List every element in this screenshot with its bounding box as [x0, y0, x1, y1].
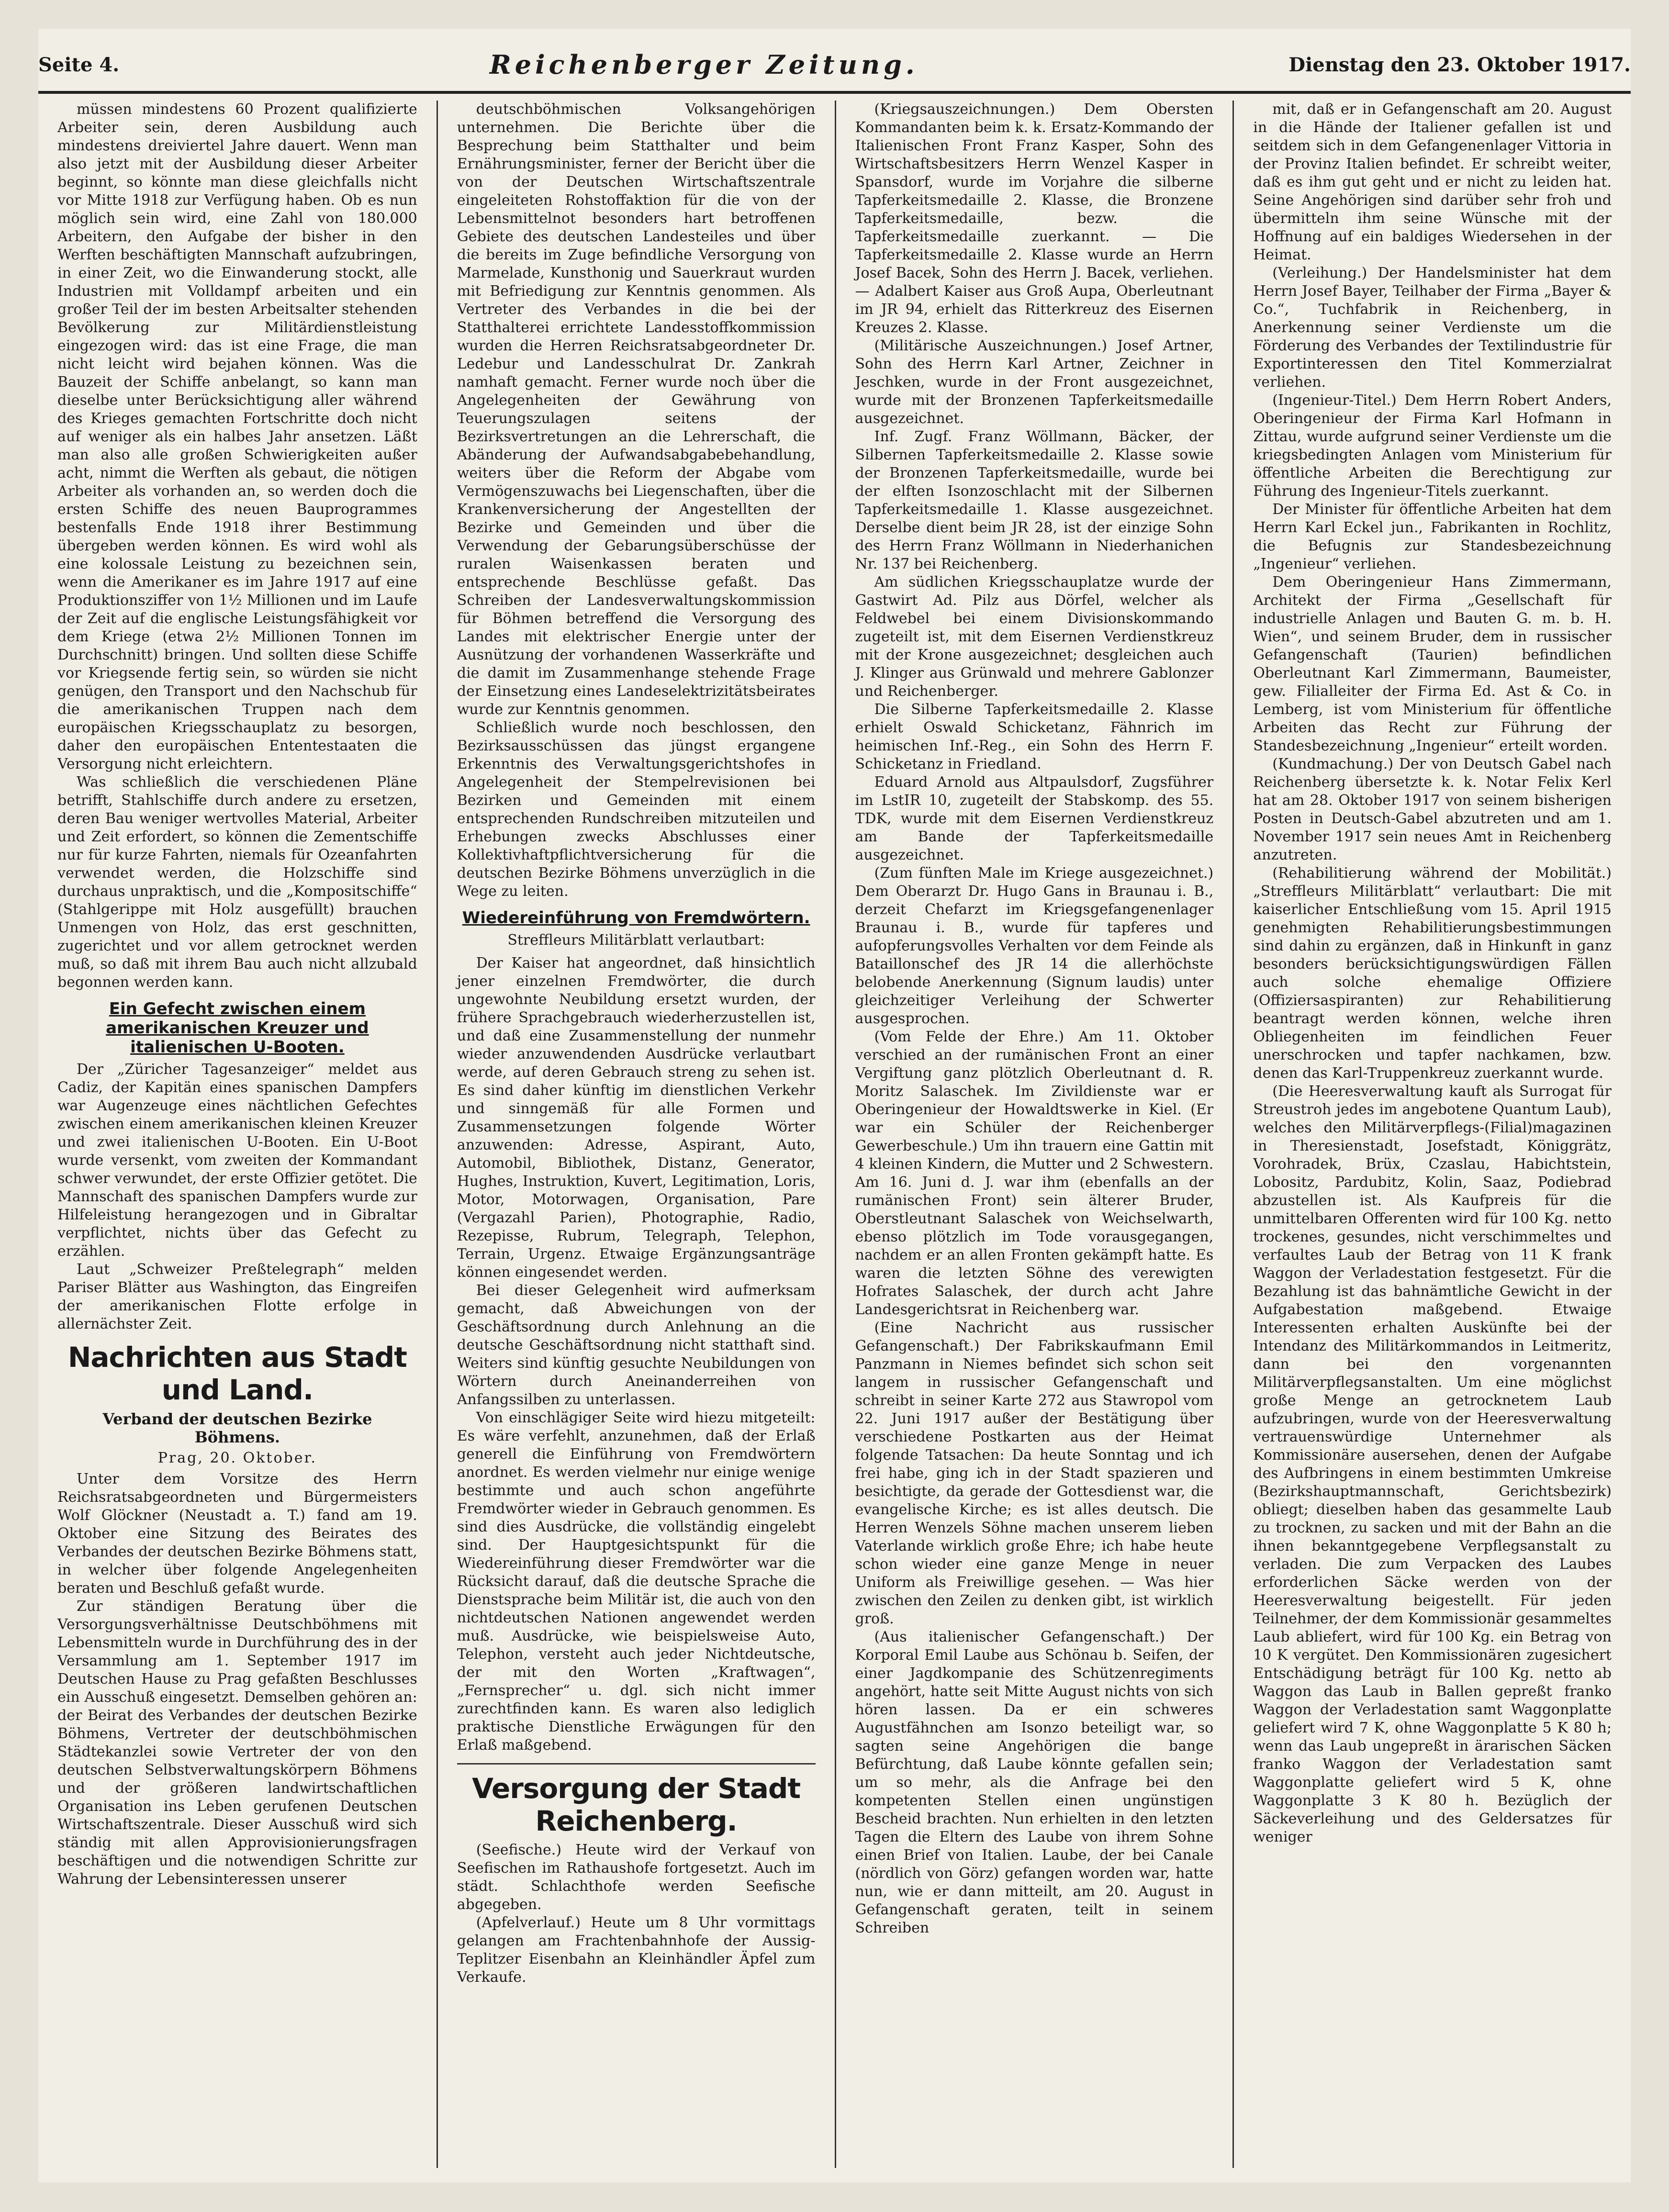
- page-header: [38, 38, 1631, 94]
- section-subheading: Verband der deutschen Bezirke Böhmens.: [102, 1410, 372, 1446]
- article-paragraph: (Apfelverlauf.) Heute um 8 Uhr vormittags gelangen am Frachtenbahnhofe der Aussig-Teplitzer Eisenbahn an Kleinhändler Äpfel zum Verkaufe.: [457, 1914, 816, 1986]
- article-paragraph: Zur ständigen Beratung über die Versorgungsverhältnisse Deutschböhmens mit Lebensmitteln wurde in Durchführung des in der Versammlung am 1. September 1917 im Deutschen Hause zu Prag gefaßten Beschlusses ein Ausschuß eingesetzt. Demselben gehören an: der Beirat des Verbandes der deutschen Bezirke Böhmens, Vertreter der deutschböhmischen Städtekanzlei sowie Vertreter der von den deutschen Selbstverwaltungskörpern Böhmens und der größeren landwirtschaftlichen Organisation ins Leben gerufenen Deutschen Wirtschaftszentrale. Dieser Ausschuß wird sich ständig mit allen Approvisionierungsfragen beschäftigen und die notwendigen Schritte zur Wahrung der Lebensinteressen unserer: [57, 1598, 417, 1888]
- article-paragraph: Laut „Schweizer Preßtelegraph“ melden Pariser Blätter aus Washington, das Eingreifen der amerikanischen Flotte erfolge in allernächster Zeit.: [57, 1261, 417, 1332]
- article-paragraph: (Zum fünften Male im Kriege ausgezeichnet.) Dem Oberarzt Dr. Hugo Gans in Braunau i. B., derzeit Chefarzt im Kriegsgefangenenlager Braunau i. B., wurde für tapferes und aufopferungsvolles Verhalten vor dem Feinde als Bataillonschef des JR 14 die allerhöchste belobende Anerkennung (Signum laudis) unter gleichzeitiger Verleihung der Schwerter ausgesprochen.: [855, 865, 1214, 1027]
- article-paragraph: (Aus italienischer Gefangenschaft.) Der Korporal Emil Laube aus Schönau b. Seifen, der einer Jagdkompanie des Schützenregiments angehört, hatte seit Mitte August nichts von sich hören lassen. Da er ein schweres Augustfähnchen am Isonzo beteiligt war, so sagten seine Angehörigen die bange Befürchtung, daß Laube könnte gefallen sein; um so mehr, als die Anfrage bei den kompetenten Stellen einen ungünstigen Bescheid brachten. Nun erhielten in den letzten Tagen die Eltern des Laube von ihrem Sohne einen Brief von Italien. Laube, der bei Canale (nördlich von Görz) gefangen worden war, hatte nun, wie er dann mitteilt, am 20. August in Gefangenschaft geraten, teilt in seinem Schreiben: [855, 1629, 1214, 1936]
- article-paragraph: mit, daß er in Gefangenschaft am 20. August in die Hände der Italiener gefallen ist und seitdem sich in dem Gefangenenlager Vittoria in der Provinz Italien befindet. Er schreibt weiter, daß es ihm gut geht und er nicht zu leiden hat. Seine Angehörigen sind darüber sehr froh und übermitteln ihm seine Wünsche mit der Hoffnung auf ein baldiges Wiedersehen in der Heimat.: [1253, 101, 1612, 263]
- article-paragraph: Der Kaiser hat angeordnet, daß hinsichtlich jener einzelnen Fremdwörter, die durch ungewohnte Neubildung ersetzt wurden, der frühere Sprachgebrauch wiederherzustellen ist, und daß eine Zusammenstellung der nunmehr wieder anzuwendenden Ausdrücke verlautbart werde, auf deren Gebrauch streng zu sehen ist. Es sind daher künftig im dienstlichen Verkehr und sinngemäß für alle Formen und Zusammensetzungen folgende Wörter anzuwenden: Adresse, Aspirant, Auto, Automobil, Bibliothek, Distanz, Generator, Hughes, Instruktion, Kuvert, Legitimation, Loris, Motor, Motorwagen, Organisation, Pare (Vergazahl Parien), Photographie, Radio, Rezepisse, Rubrum, Telegraph, Telephon, Terrain, Urgenz. Etwaige Ergänzungsanträge können eingesendet werden.: [457, 955, 816, 1281]
- article-paragraph: (Ingenieur-Titel.) Dem Herrn Robert Anders, Oberingenieur der Firma Karl Hofmann in Zittau, wurde aufgrund seiner Verdienste um die kriegsbedingten Anlagen vom Ministerium für öffentliche Arbeiten die Berechtigung zur Führung des Ingenieur-Titels zuerkannt.: [1253, 392, 1612, 500]
- article-paragraph: deutschböhmischen Volksangehörigen unternehmen. Die Berichte über die Besprechung beim Statthalter und beim Ernährungsminister, ferner der Bericht über die von der Deutschen Wirtschaftszentrale eingeleiteten Rohstoffaktion für die von der Lebensmittelnot besonders hart betroffenen Gebiete des deutschen Landesteiles und über die bereits im Zuge befindliche Versorgung von Marmelade, Kunsthonig und Sauerkraut wurden mit Befriedigung zur Kenntnis genommen. Als Vertreter des Verbandes in die bei der Statthalterei errichtete Landesstoffkommission wurden die Herren Reichsratsabgeordneter Dr. Ledebur und Landesschulrat Dr. Zankrah namhaft gemacht. Ferner wurde noch über die Angelegenheiten der Gewährung von Teuerungszulagen seitens der Bezirksvertretungen an die Lehrerschaft, die Abänderung der Aufwandsabgabebehandlung, weiters über die Reform der Abgabe vom Vermögenszuwachs bei Liegenschaften, über die Krankenversicherung der Angestellten der Bezirke und Gemeinden und über die Verwendung der Gebarungsüberschüsse der ruralen Waisenkassen beraten und entsprechende Beschlüsse gefaßt. Das Schreiben der Landesverwaltungskommission für Böhmen betreffend die Versorgung des Landes mit elektrischer Energie unter der Ausnützung der vorhandenen Wasserkräfte und die damit im Zusammenhange stehende Frage der Einsetzung eines Landeselektrizitätsbeirates wurde zur Kenntnis genommen.: [457, 101, 816, 718]
- article-paragraph: (Rehabilitierung während der Mobilität.) „Streffleurs Militärblatt“ verlautbart: Die mit kaiserlicher Entschließung vom 15. April 1915 genehmigten Rehabilitierungsbestimmungen sind dahin zu ergänzen, daß in Hinkunft in ganz besonders berücksichtigungswürdigen Fällen auch solche ehemalige Offiziere (Offiziersaspiranten) zur Rehabilitierung beantragt werden können, welche ihren Obliegenheiten im feindlichen Feuer unerschrocken und tapfer nachkamen, bzw. denen das Karl-Truppenkreuz zuerkannt wurde.: [1253, 865, 1612, 1082]
- article-paragraph: Inf. Zugf. Franz Wöllmann, Bäcker, der Silbernen Tapferkeitsmedaille 2. Klasse sowie der Bronzenen Tapferkeitsmedaille, wurde bei der elften Isonzoschlacht mit der Silbernen Tapferkeitsmedaille 1. Klasse ausgezeichnet. Derselbe dient beim JR 28, ist der einzige Sohn des Herrn Franz Wöllmann in Niederhanichen Nr. 137 bei Reichenberg.: [855, 428, 1214, 572]
- article-paragraph: Die Silberne Tapferkeitsmedaille 2. Klasse erhielt Oswald Schicketanz, Fähnrich im heimischen Inf.-Reg., ein Sohn des Herrn F. Schicketanz in Friedland.: [855, 701, 1214, 772]
- article-paragraph: Der „Züricher Tagesanzeiger“ meldet aus Cadiz, der Kapitän eines spanischen Dampfers war Augenzeuge eines nächtlichen Gefechtes zwischen einem amerikanischen kleinen Kreuzer und zwei italienischen U-Booten. Ein U-Boot wurde versenkt, vom zweiten der Kommandant schwer verwundet, der erste Offizier getötet. Die Mannschaft des spanischen Dampfers wurde zur Hilfeleistung herangezogen und in Gibraltar verpflichtet, nichts über das Gefecht zu erzählen.: [57, 1061, 417, 1260]
- article-paragraph: Von einschlägiger Seite wird hiezu mitgeteilt: Es wäre verfehlt, anzunehmen, daß der Erlaß generell die Einführung von Fremdwörtern anordnet. Es werden vielmehr nur einige wenige bestimmte und auch schon angeführte Fremdwörter wieder in Gebrauch genommen. Es sind dies Ausdrücke, die vollständig eingelebt sind. Der Hauptgesichtspunkt für die Wiedereinführung dieser Fremdwörter war die Rücksicht darauf, daß die deutsche Sprache die Dienstsprache beim Militär ist, die auch von den nichtdeutschen Nationen angewendet werden muß. Ausdrücke, wie beispielsweise Auto, Telephon, versteht auch jeder Nichtdeutsche, der mit den Worten „Kraftwagen“, „Fernsprecher“ u. dgl. sich nicht immer zurechtfinden kann. Es waren also lediglich praktische Dienstliche Erwägungen für den Erlaß maßgebend.: [457, 1409, 816, 1754]
- issue-date: Dienstag den 23. Oktober 1917.: [1288, 53, 1631, 76]
- article-paragraph: (Militärische Auszeichnungen.) Josef Artner, Sohn des Herrn Karl Artner, Zeichner in Jeschken, wurde in der Front ausgezeichnet, wurde mit der Bronzenen Tapferkeitsmedaille ausgezeichnet.: [855, 337, 1214, 427]
- article-paragraph: müssen mindestens 60 Prozent qualifizierte Arbeiter sein, deren Ausbildung auch mindestens dreiviertel Jahre dauert. Wenn man also jetzt mit der Ausbildung dieser Arbeiter beginnt, so könnte man diese gleichfalls nicht vor Mitte 1918 zur Verfügung haben. Ob es nun möglich sein wird, eine Zahl von 180.000 Arbeitern, den Aufgabe der bisher in den Werften beschäftigten Mannschaft aufzubringen, in einer Zeit, wo die Einwanderung stockt, alle Industrien mit Volldampf arbeiten und ein großer Teil der im besten Arbeitsalter stehenden Bevölkerung zur Militärdienstleistung eingezogen wird: das ist eine Frage, die man nicht leicht wird bejahen können. Was die Bauzeit der Schiffe anbelangt, so kann man dieselbe unter Berücksichtigung aller während des Krieges gemachten Fortschritte doch nicht auf weniger als ein halbes Jahr ansetzen. Läßt man also alle großen Schwierigkeiten außer acht, nimmt die Werften als gebaut, die nötigen Arbeiter als vorhanden an, so werden doch die ersten Schiffe des neuen Bauprogrammes bestenfalls Ende 1918 ihrer Bestimmung übergeben werden können. Es wird wohl als eine kolossale Leistung zu bezeichnen sein, wenn die Amerikaner es im Jahre 1917 auf eine Produktionsziffer von 1½ Millionen und im Laufe der Zeit auf die englische Leistungsfähigkeit vor dem Kriege (etwa 2½ Millionen Tonnen im Durchschnitt) bringen. Und sollten diese Schiffe vor Kriegsende fertig sein, so würden sie nicht genügen, den Transport und den Nachschub für die amerikanischen Truppen nach dem europäischen Kriegsschauplatz zu besorgen, daher den europäischen Ententestaaten die Versorgung nicht erleichtern.: [57, 101, 417, 772]
- article-paragraph: Dem Oberingenieur Hans Zimmermann, Architekt der Firma „Gesellschaft für industrielle Anlagen und Bauten G. m. b. H. Wien“, und seinem Bruder, dem in russischer Gefangenschaft (Taurien) befindlichen Oberleutnant Karl Zimmermann, Baumeister, gew. Filialleiter der Firma Ed. Ast & Co. in Lemberg, ist vom Ministerium für öffentliche Arbeiten das Recht zur Führung der Standesbezeichnung „Ingenieur“ erteilt worden.: [1253, 574, 1612, 754]
- article-paragraph: Schließlich wurde noch beschlossen, den Bezirksausschüssen das jüngst ergangene Erkenntnis des Verwaltungsgerichtshofes in Angelegenheit der Stempelrevisionen bei Bezirken und Gemeinden mit einem entsprechenden Rundschreiben mitzuteilen und Erhebungen zwecks Abschlusses einer Kollektivhaftpflichtversicherung für die deutschen Bezirke Böhmens unverzüglich in die Wege zu leiten.: [457, 719, 816, 900]
- article-paragraph: (Vom Felde der Ehre.) Am 11. Oktober verschied an der rumänischen Front an einer Vergiftung ganz plötzlich Oberleutnant d. R. Moritz Salaschek. Im Zivildienste war er Oberingenieur der Howaldtswerke in Kiel. (Er war ein Schüler der Reichenberger Gewerbeschule.) Um ihn trauern eine Gattin mit 4 kleinen Kindern, die Mutter und 2 Schwestern. Am 16. Juni d. J. war ihm (ebenfalls an der rumänischen Front) sein älterer Bruder, Oberstleutnant Salaschek von Weichselwarth, ebenso plötzlich im Tode vorausgegangen, nachdem er an allen Fronten gekämpft hatte. Es waren die letzten Söhne des verewigten Hofrates Salaschek, der durch acht Jahre Landesgerichtsrat in Reichenberg war.: [855, 1028, 1214, 1318]
- dateline: Prag, 20. Oktober.: [157, 1450, 317, 1466]
- article-paragraph: Was schließlich die verschiedenen Pläne betrifft, Stahlschiffe durch andere zu ersetzen, deren Bau weniger wertvolles Material, Arbeiter und Zeit erfordert, so können die Zementschiffe nur für kurze Fahrten, niemals für Ozeanfahrten verwendet werden, die Holzschiffe sind durchaus unpraktisch, und die „Kompositschiffe“ (Stahlgerippe mit Holz ausgefüllt) brauchen Unmengen von Holz, das erst geschnitten, zugerichtet und vor allem getrocknet werden muß, so daß mit ihrem Bau auch nicht allzubald begonnen werden kann.: [57, 774, 417, 991]
- article-paragraph: (Kriegsauszeichnungen.) Dem Obersten Kommandanten beim k. k. Ersatz-Kommando der Italienischen Front Franz Kasper, Sohn des Wirtschaftsbesitzers Herrn Wenzel Kasper in Spansdorf, wurde im Vorjahre die silberne Tapferkeitsmedaille 2. Klasse, die Bronzene Tapferkeitsmedaille, bezw. die Tapferkeitsmedaille zuerkannt. — Die Tapferkeitsmedaille 2. Klasse wurde an Herrn Josef Bacek, Sohn des Herrn J. Bacek, verliehen. — Adalbert Kaiser aus Groß Aupa, Oberleutnant im JR 94, erhielt das Ritterkreuz des Eisernen Kreuzes 2. Klasse.: [855, 101, 1214, 336]
- column-4: [1232, 101, 1631, 2168]
- article-paragraph: Eduard Arnold aus Altpaulsdorf, Zugsführer im LstIR 10, zugeteilt der Stabskomp. des 55. TDK, wurde mit dem Eisernen Verdienstkreuz am Bande der Tapferkeitsmedaille ausgezeichnet.: [855, 774, 1214, 863]
- newspaper-page: [38, 29, 1631, 2182]
- section-heading: Wiedereinführung von Fremdwörtern.: [462, 908, 810, 927]
- article-paragraph: Der Minister für öffentliche Arbeiten hat dem Herrn Karl Eckel jun., Fabrikanten in Rochlitz, die Befugnis zur Standesbezeichnung „Ingenieur“ verliehen.: [1253, 501, 1612, 572]
- text-columns: [38, 101, 1631, 2168]
- article-paragraph: (Verleihung.) Der Handelsminister hat dem Herrn Josef Bayer, Teilhaber der Firma „Bayer & Co.“, Tuchfabrik in Reichenberg, in Anerkennung seiner Verdienste um die Förderung des Verbandes der Textilindustrie für Exportinteressen den Titel Kommerzialrat verliehen.: [1253, 265, 1612, 391]
- article-paragraph: Unter dem Vorsitze des Herrn Reichsratsabgeordneten und Bürgermeisters Wolf Glöckner (Neustadt a. T.) fand am 19. Oktober eine Sitzung des Beirates des Verbandes der deutschen Bezirke Böhmens statt, in welcher über folgende Angelegenheiten beraten und Beschluß gefaßt wurde.: [57, 1471, 417, 1597]
- masthead-title: Reichenberger Zeitung.: [489, 49, 919, 80]
- column-3: [835, 101, 1233, 2168]
- page-number: Seite 4.: [38, 53, 120, 76]
- article-paragraph: (Seefische.) Heute wird der Verkauf von Seefischen im Rathaushofe fortgesetzt. Auch im städt. Schlachthofe werden Seefische abgegeben.: [457, 1842, 816, 1913]
- section-heading: Versorgung der Stadt Reichenberg.: [472, 1772, 801, 1837]
- article-paragraph: (Kundmachung.) Der von Deutsch Gabel nach Reichenberg übersetzte k. k. Notar Felix Kerl hat am 28. Oktober 1917 von seinem bisherigen Posten in Deutsch-Gabel abzutreten und am 1. November 1917 sein neues Amt in Reichenberg anzutreten.: [1253, 756, 1612, 863]
- section-divider: [457, 1763, 816, 1765]
- article-paragraph: Bei dieser Gelegenheit wird aufmerksam gemacht, daß Abweichungen von der Geschäftsordnung durch Anlehnung an die deutsche Geschäftsordnung nicht statthaft sind. Weiters sind künftig gesuchte Neubildungen von Wörtern durch Aneinanderreihen von Anfangssilben zu unterlassen.: [457, 1282, 816, 1408]
- article-intro: Streffleurs Militärblatt verlautbart:: [507, 932, 765, 949]
- column-1: [38, 101, 437, 2168]
- column-2: [437, 101, 835, 2168]
- section-heading: Nachrichten aus Stadt und Land.: [67, 1341, 407, 1406]
- article-paragraph: (Die Heeresverwaltung kauft als Surrogat für Streustroh jedes im angebotene Quantum Laub), welches den Militärverpflegs-(Filial)magazinen in Theresienstadt, Josefstadt, Königgrätz, Vorohradek, Brüx, Czaslau, Habichtstein, Lobositz, Pardubitz, Kolin, Saaz, Podiebrad abzustellen ist. Als Kaufpreis für die unmittelbaren Offerenten wird für 100 Kg. netto trockenes, gesundes, nicht verschimmeltes und verfaultes Laub der Betrag von 11 K frank Waggon der Verladestation festgesetzt. Für die Bezahlung ist das bahnämtliche Gewicht in der Aufgabestation maßgebend. Etwaige Interessenten erhalten Auskünfte bei der Intendanz des Militärkommandos in Leitmeritz, dann bei den vorgenannten Militärverpflegsanstalten. Um eine möglichst große Menge an getrocknetem Laub aufzubringen, wurde von der Heeresverwaltung vertrauenswürdige Unternehmer als Kommissionäre ausersehen, denen der Aufgabe des Aufbringens in einem bestimmten Umkreise (Bezirkshauptmannschaft, Gerichtsbezirk) obliegt; dieselben haben das gesammelte Laub zu trocknen, zu sacken und mit der Bahn an die ihnen bekanntgegebene Verpflegsanstalt zu verladen. Die zum Verpacken des Laubes erforderlichen Säcke werden von der Heeresverwaltung beigestellt. Für jeden Teilnehmer, der dem Kommissionär gesammeltes Laub abliefert, wird für 100 Kg. ein Betrag von 10 K vergütet. Den Kommissionären zugesichert Entschädigung beträgt für 100 Kg. netto ab Waggon das Laub in Ballen gepreßt franko Waggon der Verladestation samt Waggonplatte geliefert wird 7 K, ohne Waggonplatte 5 K 80 h; wenn das Laub ungepreßt in ärarischen Säcken franko Waggon der Verladestation samt Waggonplatte geliefert wird 5 K, ohne Waggonplatte 3 K 80 h. Bezüglich der Säckeverleihung und des Geldersatzes für weniger: [1253, 1083, 1612, 1845]
- article-paragraph: (Eine Nachricht aus russischer Gefangenschaft.) Der Fabrikskaufmann Emil Panzmann in Niemes befindet sich schon seit langem in russischer Gefangenschaft und schreibt in seiner Karte 272 aus Stawropol vom 22. Juni 1917 außer der Bestätigung über verschiedene Postkarten aus der Heimat folgende Tatsachen: Da heute Sonntag und ich frei habe, ging ich in der Stadt spazieren und besichtigte, da gerade der Gottesdienst war, die evangelische Kirche; es ist alles deutsch. Die Herren Wenzels Söhne machen unserem lieben Vaterlande wirklich große Ehre; ich habe heute schon wieder eine ganze Menge in neuer Uniform als Freiwillige gesehen. — Was hier zwischen den Zeilen zu denken gibt, ist wirklich groß.: [855, 1319, 1214, 1627]
- article-paragraph: Am südlichen Kriegsschauplatze wurde der Gastwirt Ad. Pilz aus Dörfel, welcher als Feldwebel bei einem Divisionskommando zugeteilt ist, mit dem Eisernen Verdienstkreuz mit der Krone ausgezeichnet; desgleichen auch J. Klinger aus Grünwald und mehrere Gablonzer und Reichenberger.: [855, 574, 1214, 700]
- section-heading: Ein Gefecht zwischen einem amerikanischen Kreuzer und italienischen U-Booten.: [106, 999, 369, 1057]
